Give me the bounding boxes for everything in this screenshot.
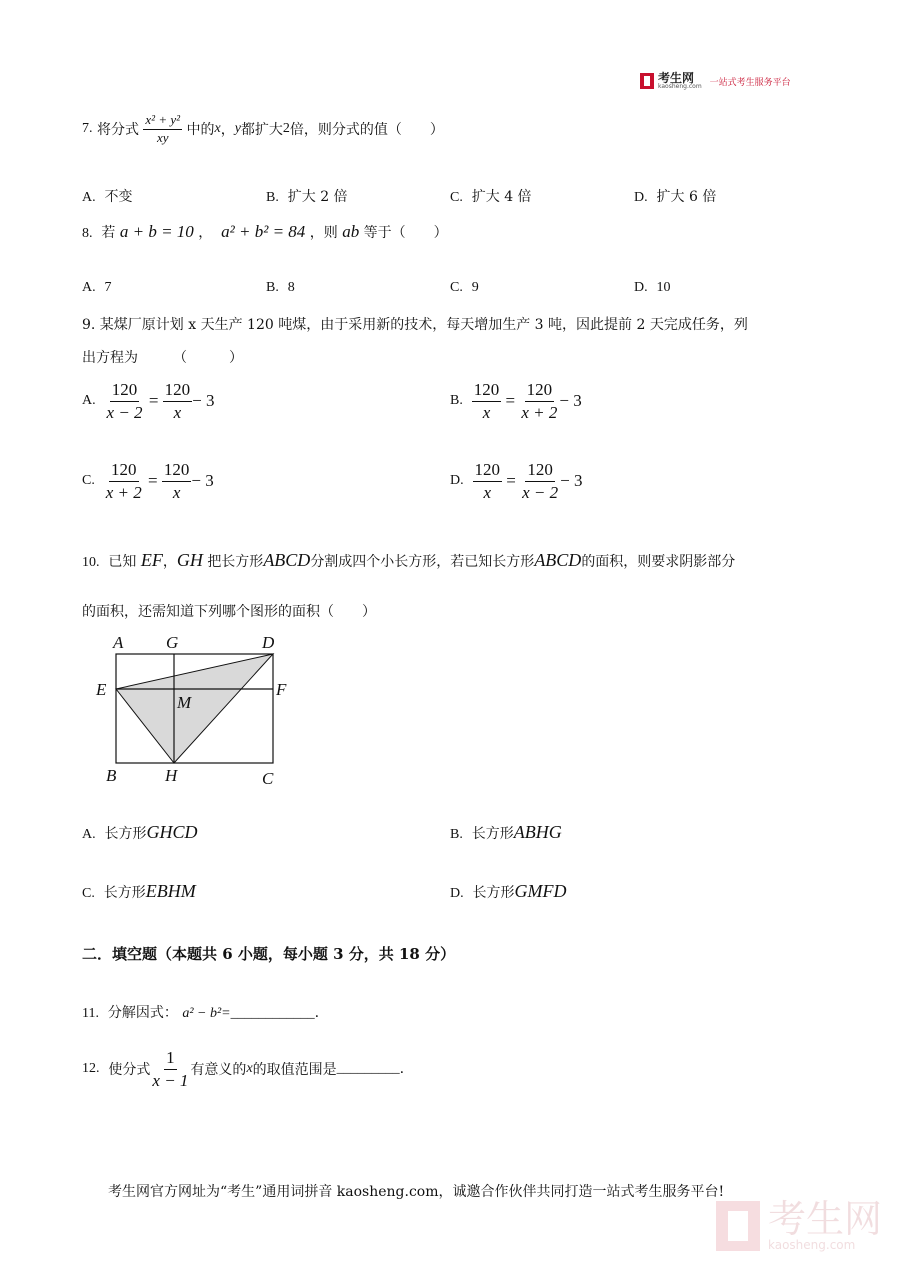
q8-option-d[interactable]: D. 10 [634,280,671,295]
label-f: F [276,680,287,699]
label-d: D [262,633,275,652]
q7-option-d[interactable]: D. 扩大 6 倍 [634,189,717,205]
q12-blank[interactable]: _________ [336,1061,400,1076]
shaded-triangle [116,654,273,763]
q8-option-b[interactable]: B. 8 [266,280,295,295]
q7-fraction: $\frac{\text{x² + y²}}{xy}$ [145,111,181,145]
q10-figure [90,628,310,790]
q7-pre: 将分式 [96,122,139,138]
kaosheng-logo-icon [640,73,654,89]
label-h: H [165,766,178,785]
q9-option-a[interactable]: A. $\frac{120}{x - 2}$ = $\frac{120}{x}$ − 3 [82,380,215,422]
label-c: C [262,769,274,788]
q10-option-b[interactable]: B. 长方形ABHG [450,822,562,842]
question-11: 11. 分解因式： a² − b²=____________. [82,1005,320,1021]
q12-fraction: $\frac{1}{x - 1}$ [152,1047,189,1090]
label-g: G [166,633,179,652]
q9-line2: 出方程为 （ ） [82,350,243,366]
logo-cn: 考生网 [658,71,695,85]
q7-option-a[interactable]: A. 不变 [82,189,133,205]
q10-option-c[interactable]: C. 长方形EBHM [82,881,196,901]
label-b: B [106,766,117,785]
q7-option-c[interactable]: C. 扩大 4 倍 [450,189,532,205]
label-m: M [177,693,192,712]
question-8: 8. 若 a + b = 10 ， a² + b² = 84 ，则 ab 等于（ ） [82,222,448,241]
q8-option-a[interactable]: A. 7 [82,280,112,295]
q9-option-d[interactable]: D. $\frac{120}{x}$ = $\frac{120}{x - 2}$ − 3 [450,460,583,502]
header-logo [640,72,791,90]
logo-en: kaosheng.com [658,83,702,90]
q10-option-a[interactable]: A. 长方形GHCD [82,822,198,842]
q11-blank[interactable]: ____________ [230,1006,315,1021]
q8-option-c[interactable]: C. 9 [450,280,479,295]
kaosheng-watermark-icon [716,1201,760,1251]
q10-line1: 10. 已知 EF，GH 把长方形ABCD分割成四个小长方形，若已知长方形ABCD的面积，则要求阴影部分 [82,550,736,570]
q9-option-c[interactable]: C. $\frac{120}{x + 2}$ = $\frac{120}{x}$ − 3 [82,460,214,502]
section-2-title: 二．填空题（本题共 6 小题，每小题 3 分，共 18 分） [82,945,456,963]
logo-tagline: 一站式考生服务平台 [709,77,791,88]
label-a: A [113,633,124,652]
q7-option-b[interactable]: B. 扩大 2 倍 [266,189,348,205]
question-7: 7. 将分式 $\frac{\text{x² + y²}}{xy}$ 中的 x ， y 都扩大 2 倍，则分式的值（ ） [82,111,444,145]
label-e: E [96,680,107,699]
question-12: 12. 使分式 $\frac{1}{x - 1}$ 有意义的 x 的取值范围是 _________ . [82,1047,405,1090]
q10-line2: 的面积，还需知道下列哪个图形的面积（ ） [82,604,376,620]
q7-number: 7. [82,121,93,136]
q10-option-d[interactable]: D. 长方形GMFD [450,881,567,901]
q9-option-b[interactable]: B. $\frac{120}{x}$ = $\frac{120}{x + 2}$ − 3 [450,380,582,422]
footer-text: 考生网官方网址为“考生”通用词拼音 kaosheng.com，诚邀合作伙伴共同打造一站式考生服务平台! [108,1184,725,1200]
watermark: 考生网 kaosheng.com [716,1200,882,1252]
q9-line1: 9. 某煤厂原计划 x 天生产 120 吨煤，由于采用新的技术，每天增加生产 3 吨，因此提前 2 天完成任务，列 [82,317,748,333]
